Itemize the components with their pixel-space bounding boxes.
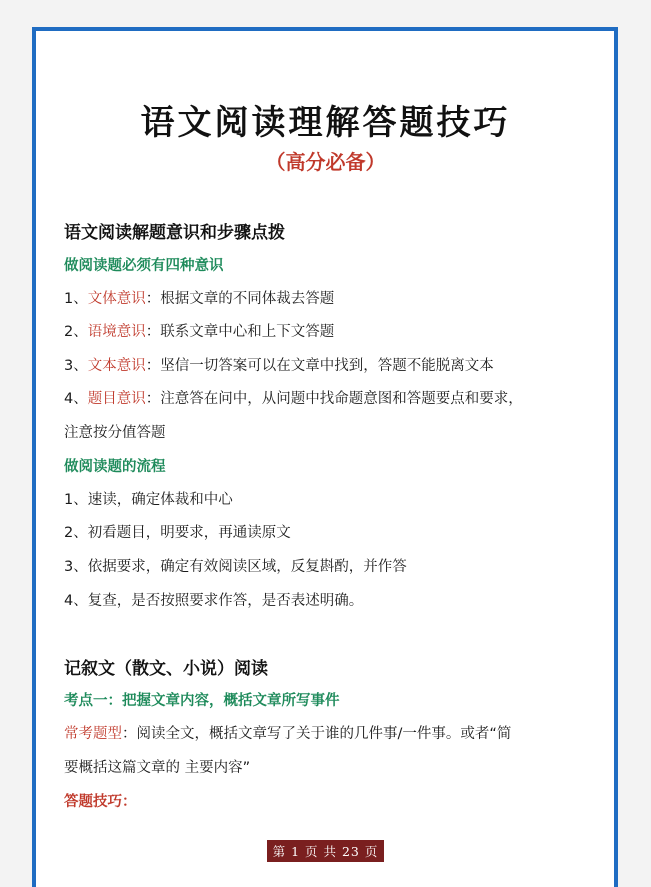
item-text: ：坚信一切答案可以在文章中找到，答题不能脱离文本: [145, 358, 494, 374]
list-item: [64, 387, 523, 408]
common-question-continuation: 要概括这篇文章的 主要内容”: [64, 760, 251, 776]
answer-tips-label: 答题技巧：: [64, 794, 137, 810]
item-number: 1、: [64, 291, 88, 307]
subheading-reading-process: 做阅读题的流程: [64, 459, 166, 475]
item-number: 3、: [64, 358, 88, 374]
common-label: 常考题型: [64, 726, 122, 742]
section-heading-reading-steps: 语文阅读解题意识和步骤点拨: [64, 223, 285, 243]
list-item: [64, 354, 494, 375]
item-key: 文体意识: [87, 291, 146, 307]
section-heading-narrative: 记叙文（散文、小说）阅读: [64, 659, 268, 679]
item-text: ：联系文章中心和上下文答题: [145, 324, 335, 340]
item-text: ：根据文章的不同体裁去答题: [145, 291, 335, 307]
page-footer: [0, 840, 651, 862]
item-number: 4、: [64, 391, 88, 407]
list-item: [64, 287, 334, 308]
page-title: 语文阅读理解答题技巧: [140, 103, 511, 143]
item-key: 文本意识: [87, 358, 146, 374]
common-question-type: [64, 722, 511, 743]
page-subtitle: （高分必备）: [265, 150, 386, 174]
subheading-four-awareness: 做阅读题必须有四种意识: [64, 258, 224, 274]
step-item: 2、初看题目，明要求，再通读原文: [64, 525, 291, 541]
page-number-badge: 第 1 页 共 23 页: [267, 840, 385, 862]
item-number: 2、: [64, 324, 88, 340]
point-one-heading: 考点一：把握文章内容，概括文章所写事件: [64, 693, 340, 709]
item-text: ：注意答在问中，从问题中找命题意图和答题要点和要求，: [145, 391, 523, 407]
common-text: ：阅读全文，概括文章写了关于谁的几件事/一件事。或者“简: [122, 726, 512, 742]
list-item-continuation: 注意按分值答题: [64, 425, 166, 441]
step-item: 3、依据要求，确定有效阅读区域，反复斟酌，并作答: [64, 559, 407, 575]
step-item: 4、复查，是否按照要求作答，是否表述明确。: [64, 593, 364, 609]
step-item: 1、速读，确定体裁和中心: [64, 492, 233, 508]
item-key: 题目意识: [87, 391, 146, 407]
item-key: 语境意识: [87, 324, 146, 340]
list-item: [64, 320, 334, 341]
